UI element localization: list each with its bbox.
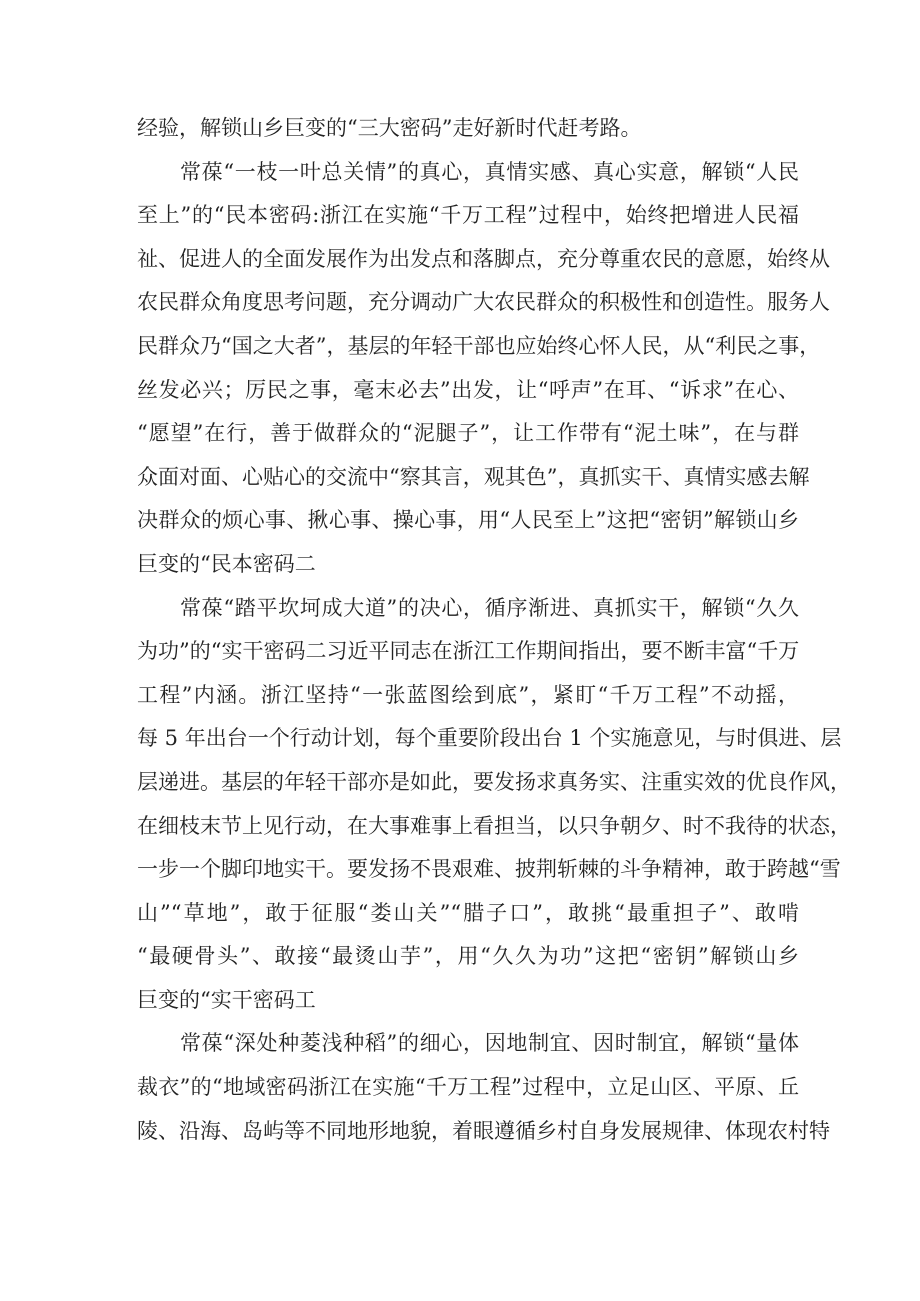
document-page	[137, 113, 851, 1159]
text-line: 一步一个脚印地实干。要发扬不畏艰难、披荆斩棘的斗争精神，敢于跨越“雪	[137, 857, 841, 882]
text-line: 层递进。基层的年轻干部亦是如此，要发扬求真务实、注重实效的优良作风，	[137, 769, 851, 794]
text-line: 丝发必兴；厉民之事，毫末必去”出发，让“呼声”在耳、“诉求”在心、	[137, 377, 799, 402]
text-line: 众面对面、心贴心的交流中“察其言，观其色”，真抓实干、真情实感去解	[137, 464, 810, 489]
text-line: 在细枝末节上见行动，在大事难事上看担当，以只争朝夕、时不我待的状态，	[137, 813, 851, 838]
text-line: 常葆“踏平坎坷成大道”的决心，循序渐进、真抓实干，解锁“久久	[180, 595, 799, 620]
text-line: 巨变的“民本密码二	[137, 551, 316, 576]
text-line: 巨变的“实干密码工	[137, 987, 316, 1012]
paragraph	[137, 113, 799, 157]
text-line: “愿望”在行，善于做群众的“泥腿子”，让工作带有“泥土味”，在与群	[137, 421, 799, 446]
text-line: 裁衣”的“地域密码浙江在实施“千万工程”过程中，立足山区、平原、丘	[137, 1075, 799, 1100]
text-line: 祉、促进人的全面发展作为出发点和落脚点，充分尊重农民的意愿，始终从	[137, 246, 830, 271]
text-line: 农民群众角度思考问题，充分调动广大农民群众的积极性和创造性。服务人	[137, 290, 830, 315]
text-line: 山”“草地”，敢于征服“娄山关”“腊子口”，敢挑“最重担子”、敢啃	[137, 900, 799, 925]
text-line: 为功”的“实干密码二习近平同志在浙江工作期间指出，要不断丰富“千万	[137, 639, 800, 664]
text-line: 民群众乃“国之大者”，基层的年轻干部也应始终心怀人民，从“利民之事，	[137, 333, 821, 358]
text-line: 至上”的“民本密码:浙江在实施“千万工程”过程中，始终把增进人民福	[137, 203, 799, 228]
text-line: 常葆“一枝一叶总关情”的真心，真情实感、真心实意，解锁“人民	[180, 159, 799, 184]
text-line: 每 5 年出台一个行动计划，每个重要阶段出台 1 个实施意见，与时俱进、层	[137, 726, 842, 751]
paragraph	[137, 593, 851, 1029]
paragraph	[137, 1028, 830, 1159]
text-line: 工程”内涵。浙江坚持“一张蓝图绘到底”，紧盯“千万工程”不动摇，	[137, 682, 799, 707]
text-line: 决群众的烦心事、揪心事、操心事，用“人民至上”这把“密钥”解锁山乡	[137, 508, 799, 533]
paragraph	[137, 157, 830, 593]
text-line: 经验，解锁山乡巨变的“三大密码”走好新时代赶考路。	[137, 116, 642, 140]
text-line: 常葆“深处种菱浅种稻”的细心，因地制宜、因时制宜，解锁“量体	[180, 1031, 799, 1056]
text-line: “最硬骨头”、敢接“最烫山芋”，用“久久为功”这把“密钥”解锁山乡	[137, 944, 799, 969]
text-line: 陵、沿海、岛屿等不同地形地貌，着眼遵循乡村自身发展规律、体现农村特	[137, 1118, 830, 1143]
